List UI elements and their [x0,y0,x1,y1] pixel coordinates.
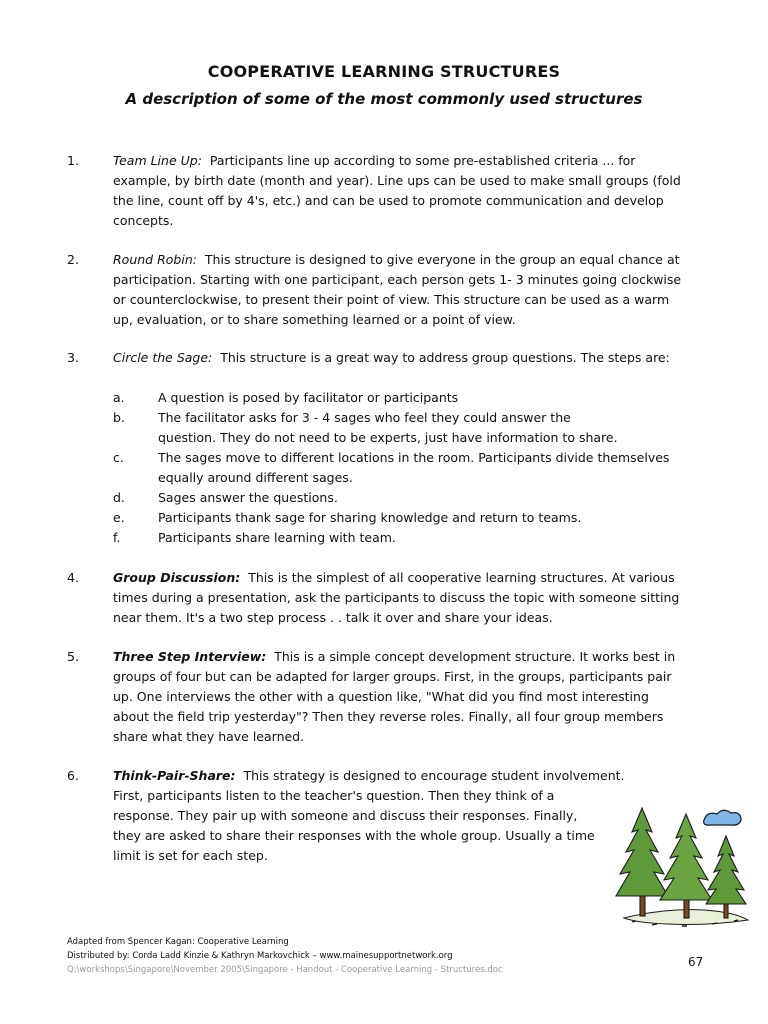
item-line [113,568,703,588]
item-line: example, by birth date (month and year). Line ups can be used to make small groups (fold [113,173,681,188]
step-text: Participants share learning with team. [158,530,396,545]
item-line: First, participants listen to the teacher's question. Then they think of a [113,788,555,803]
step-letter: e. [113,510,125,525]
item-line [113,250,703,270]
item-number: 5. [67,649,79,664]
item-line: about the field trip yesterday"? Then they reverse roles. Finally, all four group members [113,709,664,724]
pine-trees-icon [612,800,762,930]
item-label: Circle the Sage: [113,350,213,365]
item-label: Round Robin: [113,252,197,267]
item-line: times during a presentation, ask the participants to discuss the topic with someone sitting [113,590,680,605]
item-line [113,348,703,368]
step-text: The sages move to different locations in the room. Participants divide themselves [158,450,670,465]
item-label: Team Line Up: [113,153,202,168]
item-line: up, evaluation, or to share something learned or a point of view. [113,312,516,327]
item-line [113,647,703,667]
item-line: up. One interviews the other with a question like, "What did you find most interesting [113,689,649,704]
step-letter: a. [113,390,125,405]
item-line [113,151,703,171]
item-line: participation. Starting with one participant, each person gets 1- 3 minutes going clockwise [113,272,682,287]
step-letter: c. [113,450,124,465]
item-text: Participants line up according to some pre-established criteria ... for [209,153,636,168]
step-letter: f. [113,530,121,545]
item-label: Three Step Interview: [113,649,267,664]
item-line: response. They pair up with someone and discuss their responses. Finally, [113,808,578,823]
item-line: limit is set for each step. [113,848,268,863]
item-number: 3. [67,350,79,365]
item-line: concepts. [113,213,174,228]
item-text: This structure is a great way to address group questions. The steps are: [220,350,670,365]
item-label: Group Discussion: [113,570,241,585]
step-text: question. They do not need to be experts, just have information to share. [158,430,618,445]
item-number: 6. [67,768,79,783]
footer-adapted: Adapted from Spencer Kagan: Cooperative Learning [67,937,289,947]
item-line: or counterclockwise, to present their point of view. This structure can be used as a warm [113,292,670,307]
item-text: This is a simple concept development structure. It works best in [274,649,676,664]
item-text: This strategy is designed to encourage student involvement. [243,768,625,783]
page-subtitle: A description of some of the most commonly used structures [125,90,643,108]
item-line: share what they have learned. [113,729,305,744]
item-line: near them. It's a two step process . . talk it over and share your ideas. [113,610,553,625]
page-number: 67 [688,955,704,969]
step-text: Sages answer the questions. [158,490,338,505]
step-letter: b. [113,410,125,425]
item-line: the line, count off by 4's, etc.) and can be used to promote communication and develop [113,193,664,208]
footer-distributed: Distributed by: Corda Ladd Kinzie & Kathryn Markovchick – www.mainesupportnetwork.org [67,951,453,961]
item-number: 1. [67,153,79,168]
item-number: 2. [67,252,79,267]
step-text: A question is posed by facilitator or participants [158,390,459,405]
item-line: groups of four but can be adapted for larger groups. First, in the groups, participants pair [113,669,672,684]
item-line: they are asked to share their responses with the whole group. Usually a time [113,828,595,843]
item-number: 4. [67,570,79,585]
item-label: Think-Pair-Share: [113,768,236,783]
item-text: This structure is designed to give everyone in the group an equal chance at [204,252,680,267]
item-line [113,766,703,786]
item-text: This is the simplest of all cooperative learning structures. At various [248,570,675,585]
step-text: equally around different sages. [158,470,353,485]
page-title: COOPERATIVE LEARNING STRUCTURES [207,62,561,81]
step-text: Participants thank sage for sharing knowledge and return to teams. [158,510,582,525]
step-text: The facilitator asks for 3 - 4 sages who feel they could answer the [158,410,571,425]
footer-file-path: Q:\workshops\Singapore\November 2005\Singapore - Handout - Cooperative Learning - Structures.doc [67,965,503,975]
step-letter: d. [113,490,125,505]
